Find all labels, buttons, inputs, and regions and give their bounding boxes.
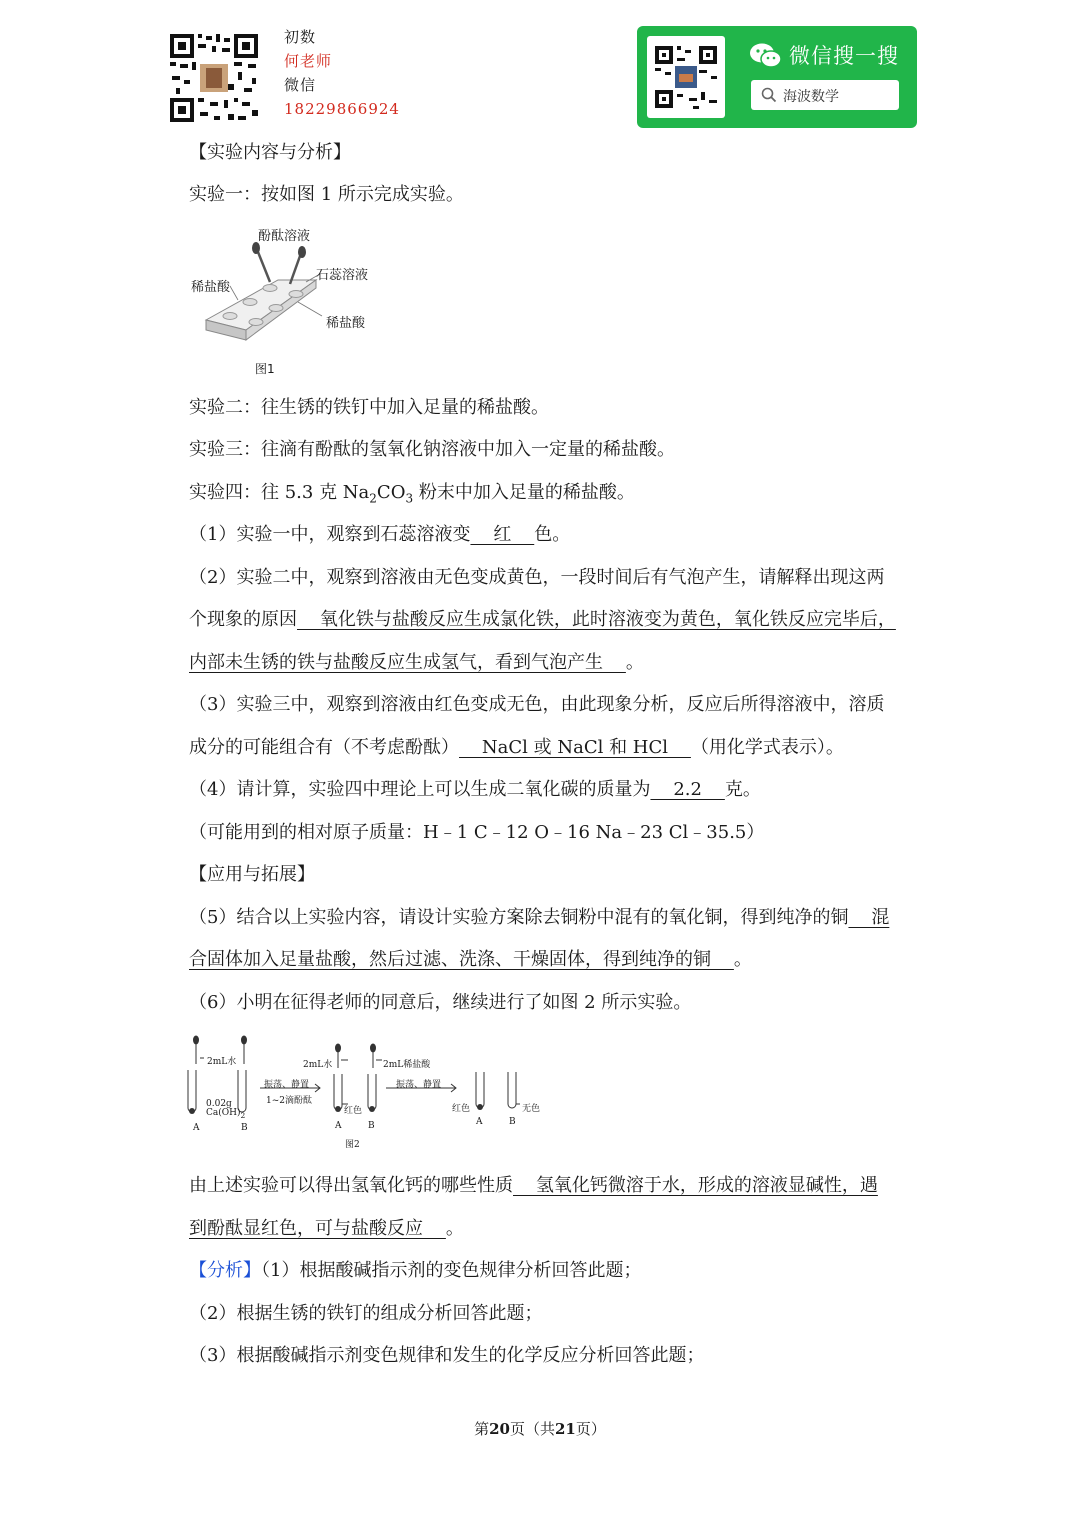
figure-2 [180, 1034, 560, 1154]
figure-1-caption: 图1 [255, 362, 275, 376]
experiment-2: 实验二：往生锈的铁钉中加入足量的稀盐酸。 [189, 397, 549, 418]
figure-2-label-a2: A [335, 1121, 342, 1131]
qr-code [168, 32, 260, 124]
question-3-line-1: （3）实验三中，观察到溶液由红色变成无色，由此现象分析，反应后所得溶液中，溶质 [189, 694, 885, 715]
figure-2-label-a3: A [476, 1117, 483, 1127]
figure-1-label-hcl-left: 稀盐酸 [191, 280, 231, 295]
figure-1 [186, 222, 386, 378]
analysis-line-2: （2）根据生锈的铁钉的组成分析回答此题； [189, 1303, 543, 1324]
conclusion-line-2: 到酚酞显红色，可与盐酸反应 。 [189, 1218, 464, 1239]
section-title-content: 【实验内容与分析】 [189, 142, 351, 163]
page-total: 21 [555, 1420, 576, 1438]
question-6: （6）小明在征得老师的同意后，继续进行了如图 2 所示实验。 [189, 992, 692, 1013]
analysis-line-3: （3）根据酸碱指示剂变色规律和发生的化学反应分析回答此题； [189, 1345, 705, 1366]
figure-2-label-drops: 1~2滴酚酞 [266, 1096, 312, 1106]
section-title-application: 【应用与拓展】 [189, 864, 315, 885]
figure-2-label-red-2: 红色 [452, 1104, 471, 1114]
figure-2-label-colorless: 无色 [522, 1104, 541, 1114]
contact-block [284, 25, 400, 121]
question-5-line-1: （5）结合以上实验内容，请设计实验方案除去铜粉中混有的氧化铜，得到纯净的铜 混 [189, 907, 890, 928]
analysis-tag: 【分析】 [189, 1260, 261, 1281]
answer-1: 红 [470, 524, 535, 545]
figure-2-caption: 图2 [345, 1140, 360, 1150]
figure-2-label-b1: B [241, 1123, 248, 1133]
answer-conclusion-b: 到酚酞显红色，可与盐酸反应 [189, 1218, 446, 1239]
page-footer: 第20页（共21页） [474, 1420, 606, 1438]
answer-5a: 混 [848, 907, 890, 928]
wechat-search-card[interactable] [637, 26, 917, 128]
header-line-teacher: 何老师 [284, 52, 333, 70]
figure-2-label-water-2: 2mL水 [303, 1060, 333, 1070]
question-5-line-2: 合固体加入足量盐酸，然后过滤、洗涤、干燥固体，得到纯净的铜 。 [189, 949, 752, 970]
answer-4: 2.2 [650, 779, 725, 800]
figure-1-label-litmus: 石蕊溶液 [316, 268, 369, 283]
figure-2-label-a1: A [193, 1123, 200, 1133]
question-1: （1）实验一中，观察到石蕊溶液变 红 色。 [189, 524, 571, 545]
search-icon [761, 87, 777, 103]
wechat-qr-code [647, 36, 725, 118]
answer-3: NaCl 或 NaCl 和 HCl [459, 737, 691, 758]
conclusion-line-1: 由上述实验可以得出氢氧化钙的哪些性质 氢氧化钙微溶于水，形成的溶液显碱性，遇 [189, 1175, 878, 1196]
header-line-wechat: 微信 [284, 76, 317, 94]
answer-2b: 内部未生锈的铁与盐酸反应生成氢气，看到气泡产生 [189, 652, 626, 673]
wechat-search-box[interactable] [751, 80, 899, 110]
figure-1-label-phenolphthalein: 酚酞溶液 [258, 229, 311, 244]
question-4: （4）请计算，实验四中理论上可以生成二氧化碳的质量为 2.2 克。 [189, 779, 761, 800]
answer-2a: 氧化铁与盐酸反应生成氯化铁，此时溶液变为黄色，氧化铁反应完毕后， [297, 609, 896, 630]
wechat-search-title: 微信搜一搜 [789, 44, 899, 68]
experiment-4: 实验四：往 5.3 克 $Na_2CO_3$ 粉末中加入足量的稀盐酸。 [189, 482, 635, 506]
figure-2-label-shake-1: 振荡、静置 [264, 1080, 310, 1090]
header-line-subject: 初数 [284, 28, 317, 46]
answer-5b: 合固体加入足量盐酸，然后过滤、洗涤、干燥固体，得到纯净的铜 [189, 949, 734, 970]
question-2-line-1: （2）实验二中，观察到溶液由无色变成黄色，一段时间后有气泡产生，请解释出现这两 [189, 567, 885, 588]
figure-2-label-water-1: 2mL水 [207, 1057, 237, 1067]
figure-2-label-hcl: 2mL稀盐酸 [383, 1060, 431, 1070]
figure-2-label-caoh2: $Ca(OH)_2$ [206, 1108, 246, 1120]
wechat-logo-icon [749, 42, 783, 70]
question-3-line-2: 成分的可能组合有（不考虑酚酞） NaCl 或 NaCl 和 HCl （用化学式表示）。 [189, 737, 844, 758]
answer-conclusion-a: 氢氧化钙微溶于水，形成的溶液显碱性，遇 [513, 1175, 878, 1196]
atomic-masses: （可能用到的相对原子质量：H﹣1 C﹣12 O﹣16 Na﹣23 Cl﹣35.5） [189, 822, 765, 843]
question-2-line-2: 个现象的原因 氧化铁与盐酸反应生成氯化铁，此时溶液变为黄色，氧化铁反应完毕后， [189, 609, 896, 630]
page-number: 20 [489, 1420, 510, 1438]
wechat-search-text: 海波数学 [783, 89, 839, 105]
figure-1-label-hcl-right: 稀盐酸 [326, 316, 366, 331]
experiment-1: 实验一：按如图 1 所示完成实验。 [189, 184, 464, 205]
figure-2-label-b2: B [368, 1121, 375, 1131]
analysis-line-1: 【分析】（1）根据酸碱指示剂的变色规律分析回答此题； [189, 1260, 642, 1281]
experiment-3: 实验三：往滴有酚酞的氢氧化钠溶液中加入一定量的稀盐酸。 [189, 439, 675, 460]
header-line-phone: 18229866924 [284, 100, 400, 118]
figure-2-label-mass: 0.02g [206, 1099, 232, 1109]
figure-2-label-b3: B [509, 1117, 516, 1127]
question-2-line-3: 内部未生锈的铁与盐酸反应生成氢气，看到气泡产生 。 [189, 652, 644, 673]
figure-2-label-shake-2: 振荡、静置 [396, 1080, 442, 1090]
figure-2-label-red-1: 红色 [344, 1106, 363, 1116]
